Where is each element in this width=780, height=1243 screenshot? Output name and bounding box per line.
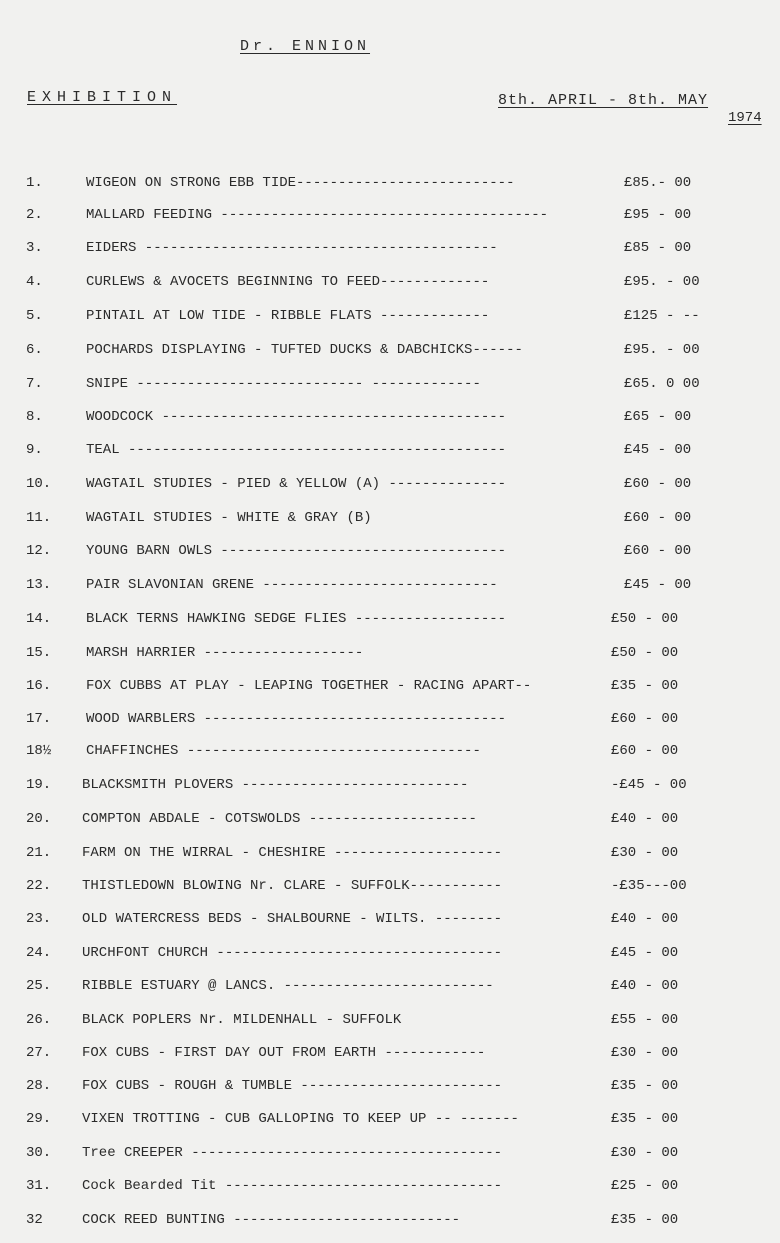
exhibition-dates: 8th. APRIL - 8th. MAY <box>498 92 709 109</box>
exhibition-heading: EXHIBITION <box>27 89 178 106</box>
list-item <box>0 274 780 298</box>
item-price: -£35---00 <box>611 878 687 894</box>
item-price: £35 - 00 <box>611 1078 679 1094</box>
item-number: 9. <box>26 442 43 458</box>
item-title: BLACK POPLERS Nr. MILDENHALL - SUFFOLK <box>82 1012 402 1028</box>
item-number: 10. <box>26 476 52 492</box>
item-number: 29. <box>26 1111 52 1127</box>
item-price: £95. - 00 <box>624 342 700 358</box>
item-title: COCK REED BUNTING --------------------------- <box>82 1212 461 1228</box>
item-price: £60 - 00 <box>624 476 692 492</box>
item-title: MALLARD FEEDING --------------------------------------- <box>86 207 549 223</box>
item-price: £60 - 00 <box>611 711 679 727</box>
item-price: £45 - 00 <box>624 577 692 593</box>
item-title: CURLEWS & AVOCETS BEGINNING TO FEED------------- <box>86 274 490 290</box>
item-price: £40 - 00 <box>611 811 679 827</box>
item-price: £95. - 00 <box>624 274 700 290</box>
item-title: URCHFONT CHURCH ---------------------------------- <box>82 945 503 961</box>
item-title: RIBBLE ESTUARY @ LANCS. ------------------------- <box>82 978 494 994</box>
item-title: BLACK TERNS HAWKING SEDGE FLIES ------------------ <box>86 611 507 627</box>
item-price: £35 - 00 <box>611 1111 679 1127</box>
page-title: Dr. ENNION <box>240 38 371 55</box>
item-title: PAIR SLAVONIAN GRENE ---------------------------- <box>86 577 498 593</box>
item-price: £65 - 00 <box>624 409 692 425</box>
list-item <box>0 175 780 199</box>
item-number: 2. <box>26 207 43 223</box>
list-item <box>0 611 780 635</box>
list-item <box>0 1045 780 1069</box>
item-number: 18½ <box>26 743 52 759</box>
item-price: £125 - -- <box>624 308 700 324</box>
list-item <box>0 1111 780 1135</box>
item-number: 23. <box>26 911 52 927</box>
list-item <box>0 308 780 332</box>
item-number: 25. <box>26 978 52 994</box>
list-item <box>0 911 780 935</box>
list-item <box>0 1178 780 1202</box>
item-number: 21. <box>26 845 52 861</box>
item-title: WOOD WARBLERS ------------------------------------ <box>86 711 507 727</box>
list-item <box>0 743 780 767</box>
item-price: £35 - 00 <box>611 678 679 694</box>
item-number: 3. <box>26 240 43 256</box>
item-price: £50 - 00 <box>611 611 679 627</box>
item-price: £60 - 00 <box>624 543 692 559</box>
list-item <box>0 978 780 1002</box>
item-title: OLD WATERCRESS BEDS - SHALBOURNE - WILTS. -------- <box>82 911 503 927</box>
list-item <box>0 878 780 902</box>
item-number: 27. <box>26 1045 52 1061</box>
item-price: £35 - 00 <box>611 1212 679 1228</box>
list-item <box>0 577 780 601</box>
item-number: 5. <box>26 308 43 324</box>
item-title: FARM ON THE WIRRAL - CHESHIRE -------------------- <box>82 845 503 861</box>
item-number: 26. <box>26 1012 52 1028</box>
item-title: MARSH HARRIER ------------------- <box>86 645 364 661</box>
item-price: £65. 0 00 <box>624 376 700 392</box>
list-item <box>0 342 780 366</box>
item-number: 28. <box>26 1078 52 1094</box>
item-number: 20. <box>26 811 52 827</box>
item-price: £50 - 00 <box>611 645 679 661</box>
list-item <box>0 510 780 534</box>
item-price: -£45 - 00 <box>611 777 687 793</box>
item-price: £45 - 00 <box>624 442 692 458</box>
item-title: YOUNG BARN OWLS ---------------------------------- <box>86 543 507 559</box>
list-item <box>0 240 780 264</box>
item-title: WAGTAIL STUDIES - WHITE & GRAY (B) <box>86 510 372 526</box>
list-item <box>0 777 780 801</box>
item-title: TEAL --------------------------------------------- <box>86 442 507 458</box>
item-title: COMPTON ABDALE - COTSWOLDS -------------------- <box>82 811 477 827</box>
item-number: 32 <box>26 1212 43 1228</box>
item-title: WIGEON ON STRONG EBB TIDE-------------------------- <box>86 175 515 191</box>
item-number: 22. <box>26 878 52 894</box>
list-item <box>0 811 780 835</box>
item-number: 19. <box>26 777 52 793</box>
item-title: FOX CUBBS AT PLAY - LEAPING TOGETHER - RACING APART-- <box>86 678 532 694</box>
list-item <box>0 1212 780 1236</box>
item-price: £40 - 00 <box>611 911 679 927</box>
item-price: £30 - 00 <box>611 845 679 861</box>
list-item <box>0 1012 780 1036</box>
list-item <box>0 711 780 735</box>
list-item <box>0 442 780 466</box>
item-number: 31. <box>26 1178 52 1194</box>
list-item <box>0 409 780 433</box>
item-number: 4. <box>26 274 43 290</box>
item-title: WAGTAIL STUDIES - PIED & YELLOW (A) -------------- <box>86 476 507 492</box>
item-number: 8. <box>26 409 43 425</box>
list-item <box>0 476 780 500</box>
list-item <box>0 1145 780 1169</box>
list-item <box>0 645 780 669</box>
list-item <box>0 845 780 869</box>
item-price: £60 - 00 <box>624 510 692 526</box>
item-title: FOX CUBS - ROUGH & TUMBLE ------------------------ <box>82 1078 503 1094</box>
item-price: £45 - 00 <box>611 945 679 961</box>
item-number: 30. <box>26 1145 52 1161</box>
item-number: 11. <box>26 510 52 526</box>
list-item <box>0 945 780 969</box>
item-number: 24. <box>26 945 52 961</box>
list-item <box>0 376 780 400</box>
item-title: WOODCOCK ----------------------------------------- <box>86 409 507 425</box>
item-number: 14. <box>26 611 52 627</box>
item-price: £55 - 00 <box>611 1012 679 1028</box>
item-title: Tree CREEPER ------------------------------------- <box>82 1145 503 1161</box>
item-number: 16. <box>26 678 52 694</box>
item-price: £25 - 00 <box>611 1178 679 1194</box>
item-number: 6. <box>26 342 43 358</box>
list-item <box>0 543 780 567</box>
item-title: BLACKSMITH PLOVERS --------------------------- <box>82 777 469 793</box>
item-price: £85.- 00 <box>624 175 692 191</box>
item-title: POCHARDS DISPLAYING - TUFTED DUCKS & DABCHICKS------ <box>86 342 523 358</box>
item-price: £30 - 00 <box>611 1145 679 1161</box>
item-title: PINTAIL AT LOW TIDE - RIBBLE FLATS ------------- <box>86 308 490 324</box>
item-title: FOX CUBS - FIRST DAY OUT FROM EARTH ------------ <box>82 1045 486 1061</box>
item-price: £95 - 00 <box>624 207 692 223</box>
item-title: Cock Bearded Tit --------------------------------- <box>82 1178 503 1194</box>
item-number: 7. <box>26 376 43 392</box>
item-number: 13. <box>26 577 52 593</box>
list-item <box>0 678 780 702</box>
item-title: SNIPE --------------------------- ------------- <box>86 376 481 392</box>
exhibition-year: 1974 <box>728 110 762 126</box>
list-item <box>0 1078 780 1102</box>
item-title: CHAFFINCHES ----------------------------------- <box>86 743 481 759</box>
item-title: VIXEN TROTTING - CUB GALLOPING TO KEEP UP -- ------- <box>82 1111 519 1127</box>
list-item <box>0 207 780 231</box>
item-title: EIDERS ------------------------------------------ <box>86 240 498 256</box>
item-number: 1. <box>26 175 43 191</box>
item-price: £60 - 00 <box>611 743 679 759</box>
item-price: £30 - 00 <box>611 1045 679 1061</box>
item-number: 12. <box>26 543 52 559</box>
item-title: THISTLEDOWN BLOWING Nr. CLARE - SUFFOLK----------- <box>82 878 503 894</box>
item-number: 15. <box>26 645 52 661</box>
item-price: £85 - 00 <box>624 240 692 256</box>
item-number: 17. <box>26 711 52 727</box>
item-price: £40 - 00 <box>611 978 679 994</box>
